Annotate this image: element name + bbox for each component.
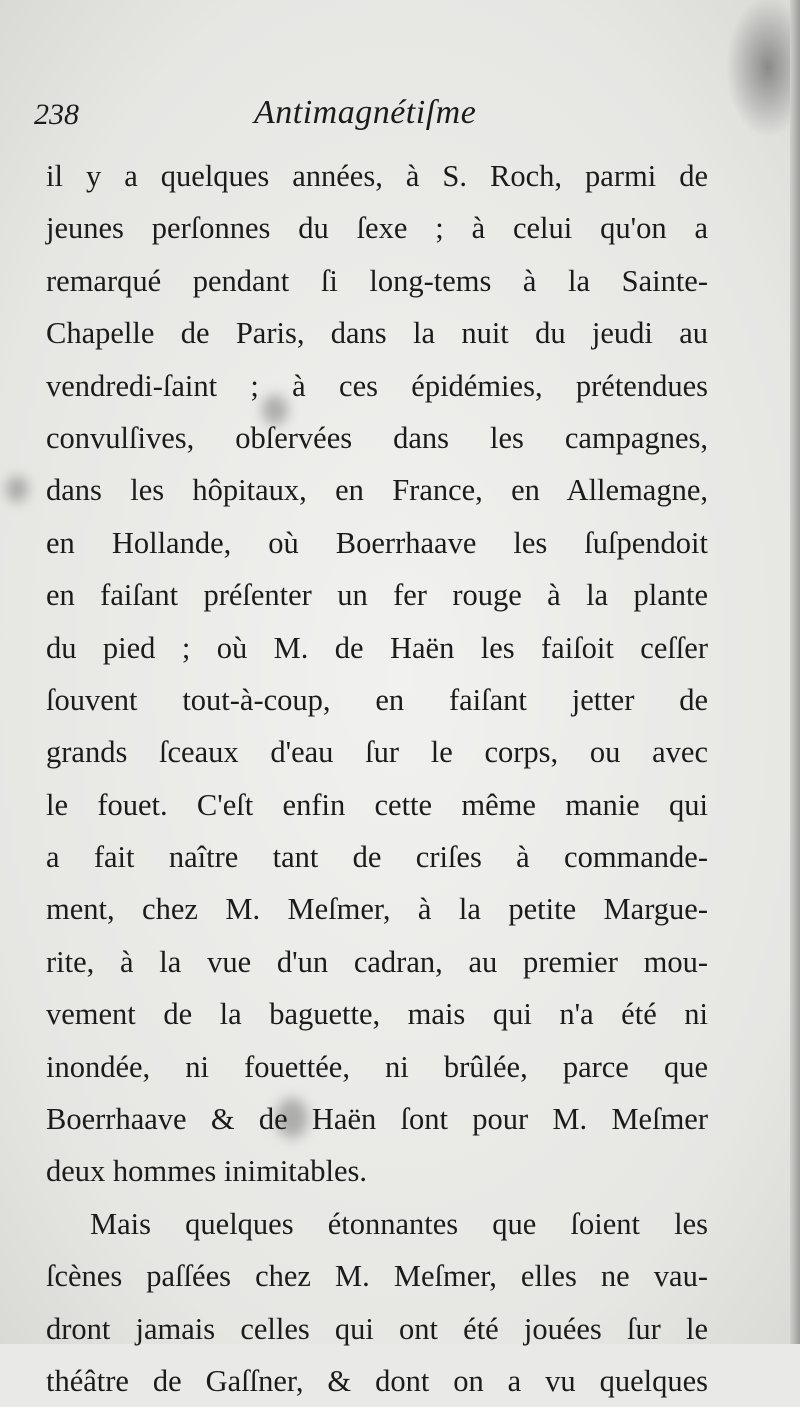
text-line: vement de la baguette, mais qui n'a été ni [46,997,708,1032]
ink-stain [6,476,28,502]
text-line: ment, chez M. Meſmer, à la petite Margue- [46,892,708,927]
page-header [32,94,732,144]
text-line: deux hommes inimitables. [46,1154,368,1189]
text-line: a fait naître tant de criſes à commande- [46,840,708,875]
page-edge [790,0,800,1344]
text-line: ſcènes paſſées chez M. Meſmer, elles ne vau- [46,1259,708,1294]
text-line: grands ſceaux d'eau ſur le corps, ou avec [46,735,708,770]
text-line: remarqué pendant ſi long-tems à la Sainte- [46,263,708,298]
text-line: théâtre de Gaſſner, & dont on a vu quelques [46,1363,708,1398]
text-line: le fouet. C'eſt enfin cette même manie qui [46,787,708,822]
text-line: jeunes perſonnes du ſexe ; à celui qu'on a [46,211,708,246]
text-line: vendredi-ſaint ; à ces épidémies, prétendues [46,368,708,403]
text-line: il y a quelques années, à S. Roch, parmi de [46,159,708,193]
page-number: 238 [34,98,79,131]
text-line: ſouvent tout-à-coup, en faiſant jetter de [46,682,708,717]
text-line: rite, à la vue d'un cadran, au premier mou- [46,944,708,979]
text-line: convulſives, obſervées dans les campagnes, [46,420,708,455]
text-line: dans les hôpitaux, en France, en Allemagne, [46,473,708,508]
text-line: dront jamais celles qui ont été jouées ſur le [46,1311,708,1346]
text-line: en Hollande, où Boerrhaave les ſuſpendoit [46,525,708,560]
text-line: du pied ; où M. de Haën les faiſoit ceſſer [46,630,708,665]
body-text [46,150,708,1407]
text-line: Mais quelques étonnantes que ſoient les [90,1206,708,1241]
paragraph [46,150,708,1198]
text-line: Boerrhaave & de Haën ſont pour M. Meſmer [46,1102,708,1137]
paragraph [46,1198,708,1407]
running-title: Antimagnétiſme [254,94,477,131]
text-line: en faiſant préſenter un fer rouge à la plante [46,578,708,613]
text-line: Chapelle de Paris, dans la nuit du jeudi au [46,316,708,351]
text-line: inondée, ni fouettée, ni brûlée, parce que [46,1049,708,1084]
